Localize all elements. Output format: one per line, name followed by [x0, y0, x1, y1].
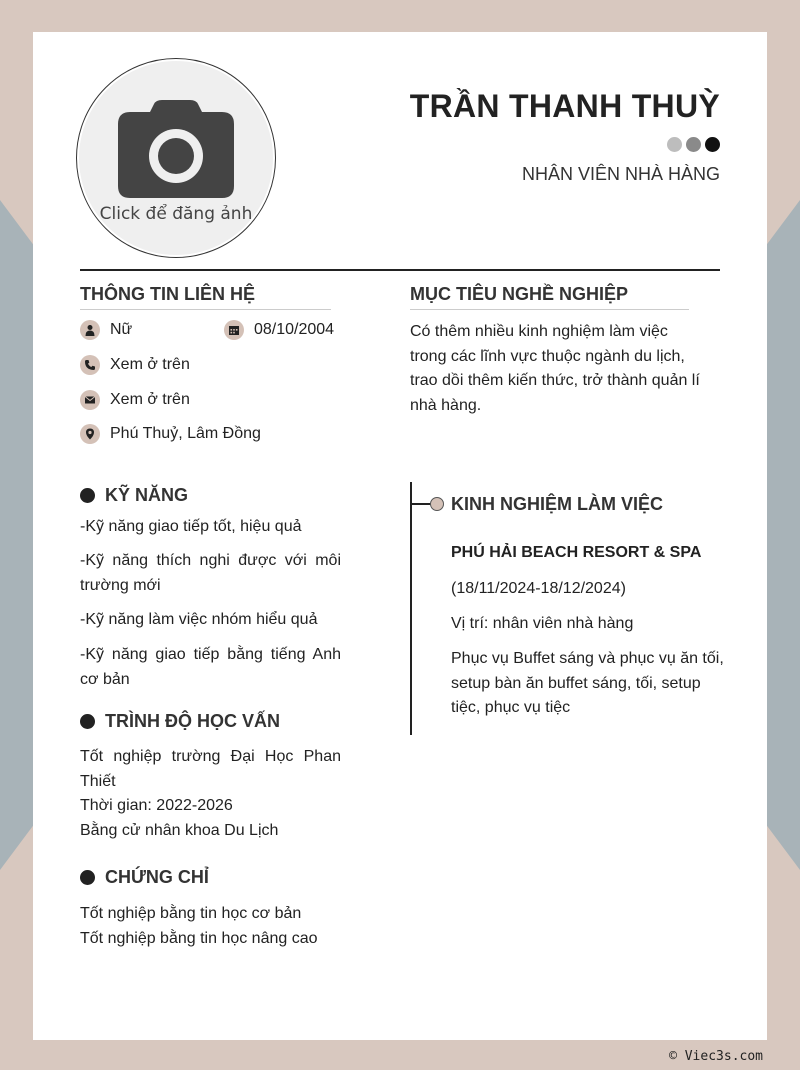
experience-desc-line: setup bàn ăn buffet sáng, tối, setup [451, 674, 701, 692]
certificate-item: Tốt nghiệp bằng tin học nâng cao [80, 929, 318, 947]
education-block [80, 745, 341, 843]
education-title-text: TRÌNH ĐỘ HỌC VẤN [105, 711, 280, 731]
gender-value: Nữ [110, 321, 133, 338]
objective-line: Có thêm nhiều kinh nghiệm làm việc [410, 323, 668, 340]
experience-desc-line: Phục vụ Buffet sáng và phục vụ ăn tối, [451, 650, 724, 667]
avatar-placeholder[interactable] [79, 61, 273, 255]
section-bullet [80, 488, 95, 503]
email-value: Xem ở trên [110, 391, 190, 408]
calendar-icon [224, 320, 244, 340]
certificates-title-text: CHỨNG CHỈ [105, 867, 209, 887]
contact-gender [80, 320, 132, 340]
contact-address [80, 424, 261, 444]
camera-icon [118, 100, 234, 198]
objective-line: nhà hàng. [410, 396, 482, 414]
decor-dots [667, 137, 720, 152]
objective-section-title: MỤC TIÊU NGHỀ NGHIỆP [410, 284, 689, 310]
section-bullet [80, 870, 95, 885]
education-degree: Bằng cử nhân khoa Du Lịch [80, 821, 279, 839]
skill-item: -Kỹ năng thích nghi được với môi trường mới [80, 552, 341, 594]
experience-description [451, 647, 751, 721]
contact-email [80, 390, 190, 410]
avatar-upload[interactable] [76, 58, 276, 258]
skills-section-title [80, 485, 188, 506]
decor-dot-light [667, 137, 682, 152]
certificates-list [80, 902, 370, 951]
experience-desc-line: tiệc, phục vụ tiệc [451, 699, 571, 716]
phone-icon [80, 355, 100, 375]
experience-timeline-line [410, 482, 412, 735]
experience-position: Vị trí: nhân viên nhà hàng [451, 615, 634, 632]
contact-phone [80, 355, 190, 375]
decor-dot-dark [705, 137, 720, 152]
avatar-upload-label[interactable]: Click để đăng ảnh [99, 204, 253, 224]
education-section-title [80, 711, 280, 732]
experience-company: PHÚ HẢI BEACH RESORT & SPA [451, 544, 702, 561]
timeline-connector [410, 503, 432, 505]
candidate-name: TRẦN THANH THUỲ [409, 88, 720, 124]
contact-section-title: THÔNG TIN LIÊN HỆ [80, 284, 331, 310]
address-value: Phú Thuỷ, Lâm Đồng [110, 425, 261, 442]
skill-item: -Kỹ năng làm việc nhóm hiểu quả [80, 611, 318, 628]
objective-line: trao dồi thêm kiến thức, trở thành quản lí [410, 372, 700, 389]
decor-dot-mid [686, 137, 701, 152]
certificate-item: Tốt nghiệp bằng tin học cơ bản [80, 905, 302, 922]
education-period: Thời gian: 2022-2026 [80, 797, 233, 814]
phone-value: Xem ở trên [110, 356, 190, 373]
objective-text [410, 320, 730, 418]
section-bullet [80, 714, 95, 729]
skills-title-text: KỸ NĂNG [105, 485, 189, 505]
skill-item: -Kỹ năng giao tiếp bằng tiếng Anh cơ bản [80, 646, 341, 688]
timeline-node [430, 497, 444, 511]
header-divider [80, 269, 720, 271]
education-school: Tốt nghiệp trường Đại Học Phan Thiết [80, 748, 341, 790]
mail-icon [80, 390, 100, 410]
experience-section-title: KINH NGHIỆM LÀM VIỆC [451, 494, 664, 514]
certificates-section-title [80, 867, 209, 888]
contact-birthday [224, 320, 334, 340]
footer-credit: © Viec3s.com [669, 1049, 763, 1064]
person-icon [80, 320, 100, 340]
job-title: NHÂN VIÊN NHÀ HÀNG [521, 164, 720, 184]
birthday-value: 08/10/2004 [254, 321, 335, 338]
location-pin-icon [80, 424, 100, 444]
objective-line: trong các lĩnh vực thuộc ngành du lịch, [410, 347, 685, 365]
experience-period: (18/11/2024-18/12/2024) [451, 580, 626, 597]
skill-item: -Kỹ năng giao tiếp tốt, hiệu quả [80, 518, 302, 535]
